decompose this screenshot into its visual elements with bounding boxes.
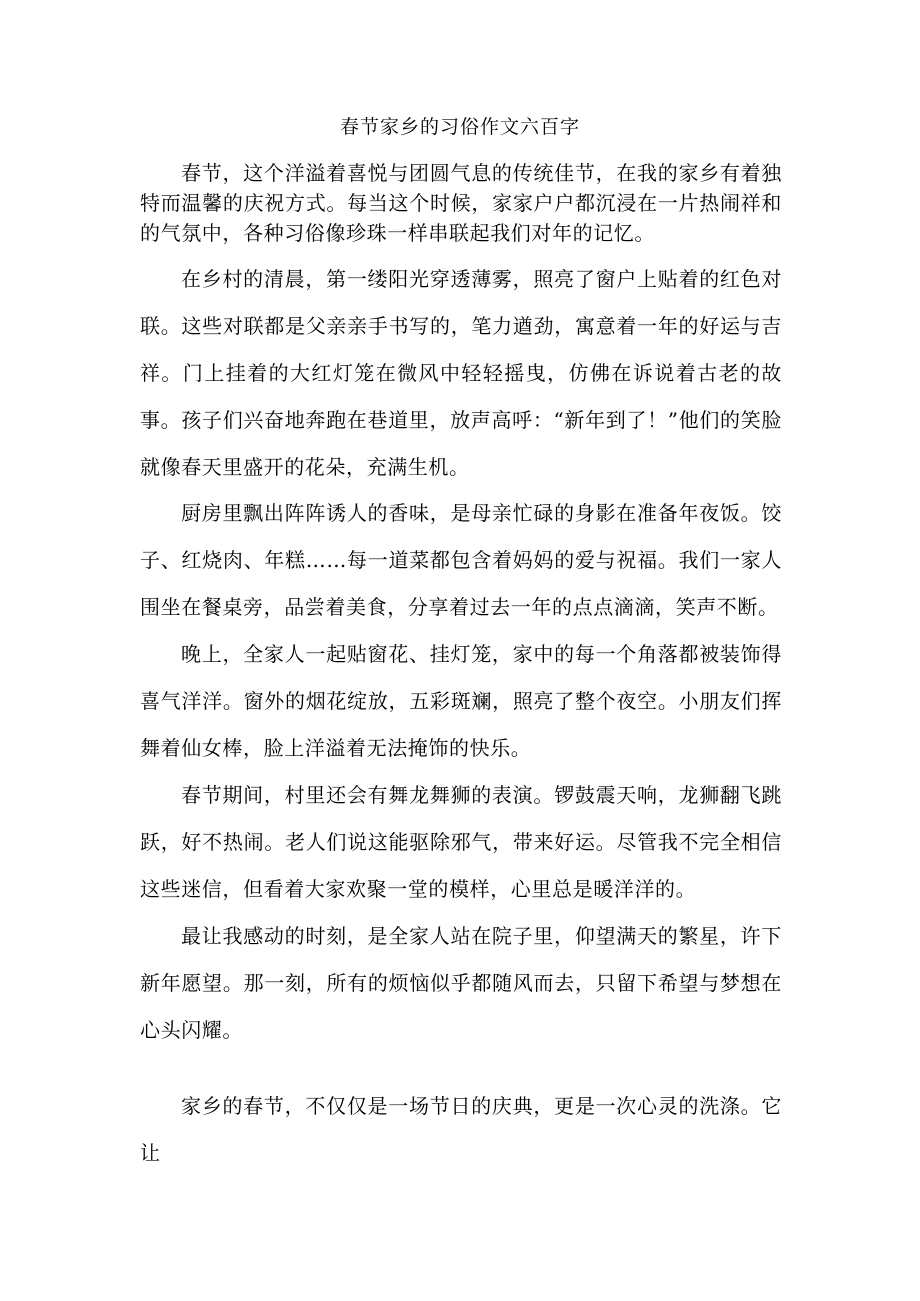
paragraph-intro: 春节，这个洋溢着喜悦与团圆气息的传统佳节，在我的家乡有着独特而温馨的庆祝方式。每当这个时候，家家户户都沉浸在一片热闹祥和的气氛中，各种习俗像珍珠一样串联起我们对年的记忆。 (140, 161, 782, 245)
paragraph-morning: 在乡村的清晨，第一缕阳光穿透薄雾，照亮了窗户上贴着的红色对联。这些对联都是父亲亲手书写的，笔力遒劲，寓意着一年的好运与吉祥。门上挂着的大红灯笼在微风中轻轻摇曳，仿佛在诉说着古老的故事。孩子们兴奋地奔跑在巷道里，放声高呼：“新年到了！”他们的笑脸就像春天里盛开的花朵，充满生机。 (140, 267, 782, 479)
paragraph-dragon-dance: 春节期间，村里还会有舞龙舞狮的表演。锣鼓震天响，龙狮翻飞跳跃，好不热闹。老人们说这能驱除邪气，带来好运。尽管我不完全相信这些迷信，但看着大家欢聚一堂的模样，心里总是暖洋洋的。 (140, 783, 782, 901)
paragraph-wishes: 最让我感动的时刻，是全家人站在院子里，仰望满天的繁星，许下新年愿望。那一刻，所有的烦恼似乎都随风而去，只留下希望与梦想在心头闪耀。 (140, 924, 782, 1042)
document-title: 春节家乡的习俗作文六百字 (339, 116, 580, 138)
paragraph-conclusion: 家乡的春节，不仅仅是一场节日的庆典，更是一次心灵的洗涤。它让 (140, 1094, 782, 1165)
paragraph-evening: 晚上，全家人一起贴窗花、挂灯笼，家中的每一个角落都被装饰得喜气洋洋。窗外的烟花绽放，五彩斑斓，照亮了整个夜空。小朋友们挥舞着仙女棒，脸上洋溢着无法掩饰的快乐。 (140, 642, 782, 760)
paragraph-kitchen: 厨房里飘出阵阵诱人的香味，是母亲忙碌的身影在准备年夜饭。饺子、红烧肉、年糕……每一道菜都包含着妈妈的爱与祝福。我们一家人围坐在餐桌旁，品尝着美食，分享着过去一年的点点滴滴，笑声不断。 (140, 501, 782, 619)
